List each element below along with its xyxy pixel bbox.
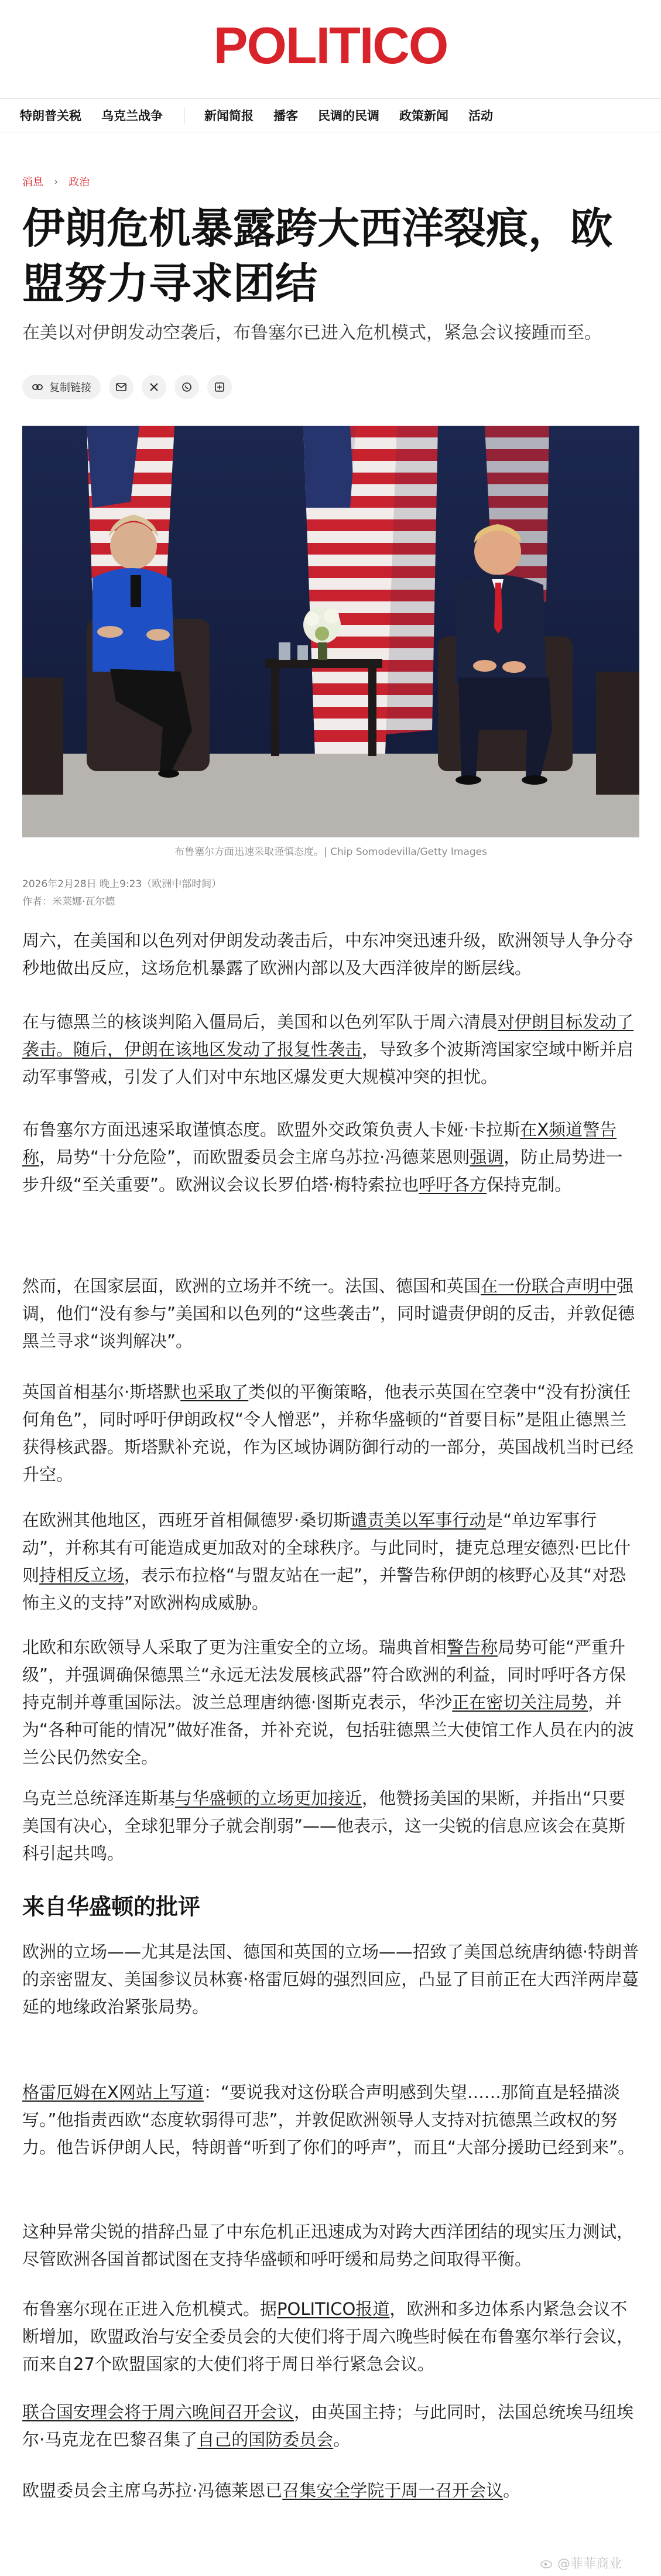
nav-item-ukraine-war[interactable]: 乌克兰战争 [101,109,163,123]
article-timestamp: 2026年2月28日 晚上9:23（欧洲中部时间） [22,878,222,890]
weibo-icon [540,2557,554,2569]
link-graham-x-post[interactable]: 格雷厄姆在X网站上写道 [22,2082,204,2102]
breadcrumb-news[interactable]: 消息 [22,176,43,189]
x-icon [149,382,159,392]
nav-item-poll-of-polls[interactable]: 民调的民调 [318,109,379,123]
link-icon [32,381,43,393]
breadcrumb-politics[interactable]: 政治 [69,176,90,189]
article-author[interactable]: 作者：米莱娜·瓦尔德 [22,896,115,908]
breadcrumb [22,174,90,189]
photo-caption: 布鲁塞尔方面迅速采取谨慎态度。| Chip Somodevilla/Getty Images [174,846,487,858]
paragraph-7: 北欧和东欧领导人采取了更为注重安全的立场。瑞典首相警告称局势可能“严重升级”，并强调确保德黑兰“永远无法发展核武器”符合欧洲的利益，同时呼吁各方保持克制并尊重国际法。波兰总理唐纳德·图斯克表示，华沙正在密切关注局势，并为“各种可能的情况”做好准备，并补充说，包括驻德黑兰大使馆工作人员在内的波兰公民仍然安全。 [22,1637,635,1767]
copy-icon [214,382,225,392]
link-sanchez-condemnation[interactable]: 谴责美以军事行动 [350,1510,487,1530]
share-x-button[interactable] [142,375,166,399]
link-strike-on-iran[interactable]: 对伊朗目标发动了袭击。随后，伊朗在该地区发动了报复性袭击 [22,1012,634,1059]
watermark-text: @菲菲商业 [557,2557,622,2571]
link-un-security-council[interactable]: 联合国安理会将于周六晚间召开会议 [22,2402,294,2422]
nav-item-podcasts[interactable]: 播客 [273,109,298,123]
paragraph-9: 欧洲的立场——尤其是法国、德国和英国的立场——招致了美国总统唐纳德·特朗普的亲密盟友、美国参议员林赛·格雷厄姆的强烈回应，凸显了目前正在大西洋两岸蔓延的地缘政治紧张局势。 [22,1942,639,2017]
paragraph-10: 格雷厄姆在X网站上写道：“要说我对这份联合声明感到失望……那简直是轻描淡写。”他指责西欧“态度软弱得可悲”，并敦促欧洲领导人支持对抗德黑兰政权的努力。他告诉伊朗人民，特朗普“听到了你们的呼声”，而且“大部分援助已经到来”。 [22,2082,635,2157]
article-title: 伊朗危机暴露跨大西洋裂痕，欧盟努力寻求团结 [22,204,613,308]
link-tusk-monitoring[interactable]: 正在密切关注局势 [452,1692,588,1712]
paragraph-12: 布鲁塞尔现在正进入危机模式。据POLITICO报道，欧洲和多边体系内紧急会议不断增加，欧盟政治与安全委员会的大使们将于周六晚些时候在布鲁塞尔举行会议，而来自27个欧盟国家的大使们将于周日举行紧急会议。 [22,2299,634,2374]
link-starmer-stance[interactable]: 也采取了 [180,1382,249,1402]
copy-link-button[interactable] [22,375,101,399]
nav-item-trump-tariffs[interactable]: 特朗普关税 [20,109,81,123]
watermark [540,2554,622,2572]
link-zelensky-stance[interactable]: 与华盛顿的立场更加接近 [175,1788,362,1808]
mail-icon [116,383,126,391]
paragraph-4: 然而，在国家层面，欧洲的立场并不统一。法国、德国和英国在一份联合声明中强调，他们“没有参与”美国和以色列的“这些袭击”，同时谴责伊朗的反击，并敦促德黑兰寻求“谈判解决”。 [22,1276,635,1351]
link-joint-statement[interactable]: 在一份联合声明中 [481,1276,617,1296]
link-von-der-leyen-emphasis[interactable]: 强调 [470,1147,504,1167]
section-heading: 来自华盛顿的批评 [22,1894,201,1920]
link-politico-report[interactable]: POLITICO报道 [277,2299,390,2319]
paragraph-5: 英国首相基尔·斯塔默也采取了类似的平衡策略，他表示英国在空袭中“没有扮演任何角色”，同时呼吁伊朗政权“令人憎恶”，并称华盛顿的“首要目标”是阻止德黑兰获得核武器。斯塔默补充说，作为区域协调防御行动的一部分，英国战机当时已经升空。 [22,1382,634,1484]
article-photo [22,426,639,837]
paragraph-3: 布鲁塞尔方面迅速采取谨慎态度。欧盟外交政策负责人卡娅·卡拉斯在X频道警告称，局势“十分危险”，而欧盟委员会主席乌苏拉·冯德莱恩则强调，防止局势进一步升级“至关重要”。欧洲议会议长罗伯塔·梅特索拉也呼吁各方保持克制。 [22,1120,623,1195]
paragraph-2: 在与德黑兰的核谈判陷入僵局后，美国和以色列军队于周六清晨对伊朗目标发动了袭击。随后，伊朗在该地区发动了报复性袭击，导致多个波斯湾国家空域中断并启动军事警戒，引发了人们对中东地区爆发更大规模冲突的担忧。 [22,1012,634,1087]
paragraph-13: 联合国安理会将于周六晚间召开会议，由英国主持；与此同时，法国总统埃马纽埃尔·马克龙在巴黎召集了自己的国防委员会。 [22,2402,634,2450]
share-copy-button[interactable] [207,375,232,399]
link-macron-defense-council[interactable]: 自己的国防委员会 [197,2430,334,2450]
paragraph-1: 周六，在美国和以色列对伊朗发动袭击后，中东冲突迅速升级，欧洲领导人争分夺秒地做出反应，这场危机暴露了欧洲内部以及大西洋彼岸的断层线。 [22,930,634,978]
article-subtitle: 在美以对伊朗发动空袭后，布鲁塞尔已进入危机模式，紧急会议接踵而至。 [22,323,602,343]
nav-item-newsletters[interactable]: 新闻简报 [204,109,254,123]
paragraph-11: 这种异常尖锐的措辞凸显了中东危机正迅速成为对跨大西洋团结的现实压力测试，尽管欧洲各国首都试图在支持华盛顿和呼吁缓和局势之间取得平衡。 [22,2222,634,2269]
nav-item-events[interactable]: 活动 [468,109,493,123]
link-sweden-warning[interactable]: 警告称 [447,1637,498,1657]
politico-logo[interactable]: POLITICO [213,16,448,74]
share-toolbar [22,375,240,399]
nav-item-policy-news[interactable]: 政策新闻 [399,109,448,123]
share-whatsapp-button[interactable] [174,375,199,399]
link-commission-security-college[interactable]: 召集安全学院于周一召开会议 [282,2481,504,2500]
chevron-right-icon: › [54,175,59,188]
copy-link-label: 复制链接 [49,382,91,394]
top-nav [0,98,661,132]
paragraph-8: 乌克兰总统泽连斯基与华盛顿的立场更加接近，他赞扬美国的果断，并指出“只要美国有决心，全球犯罪分子就会削弱”——他表示，这一尖锐的信息应该会在莫斯科引起共鸣。 [22,1788,626,1863]
link-babis-opposite-position[interactable]: 持相反立场 [39,1565,125,1585]
paragraph-6: 在欧洲其他地区，西班牙首相佩德罗·桑切斯谴责美以军事行动是“单边军事行动”，并称其有可能造成更加敌对的全球秩序。与此同时，捷克总理安德烈·巴比什则持相反立场，表示布拉格“与盟友站在一起”，并警告称伊朗的核野心及其“对恐怖主义的支持”对欧洲构成威胁。 [22,1510,631,1613]
share-email-button[interactable] [109,375,133,399]
masthead [0,16,661,74]
whatsapp-icon [181,382,192,392]
link-metsola-appeal[interactable]: 呼吁各方 [419,1175,487,1195]
paragraph-14: 欧盟委员会主席乌苏拉·冯德莱恩已召集安全学院于周一召开会议。 [22,2481,520,2500]
link-kallas-x-warning[interactable]: 在X频道警告称 [22,1120,617,1167]
